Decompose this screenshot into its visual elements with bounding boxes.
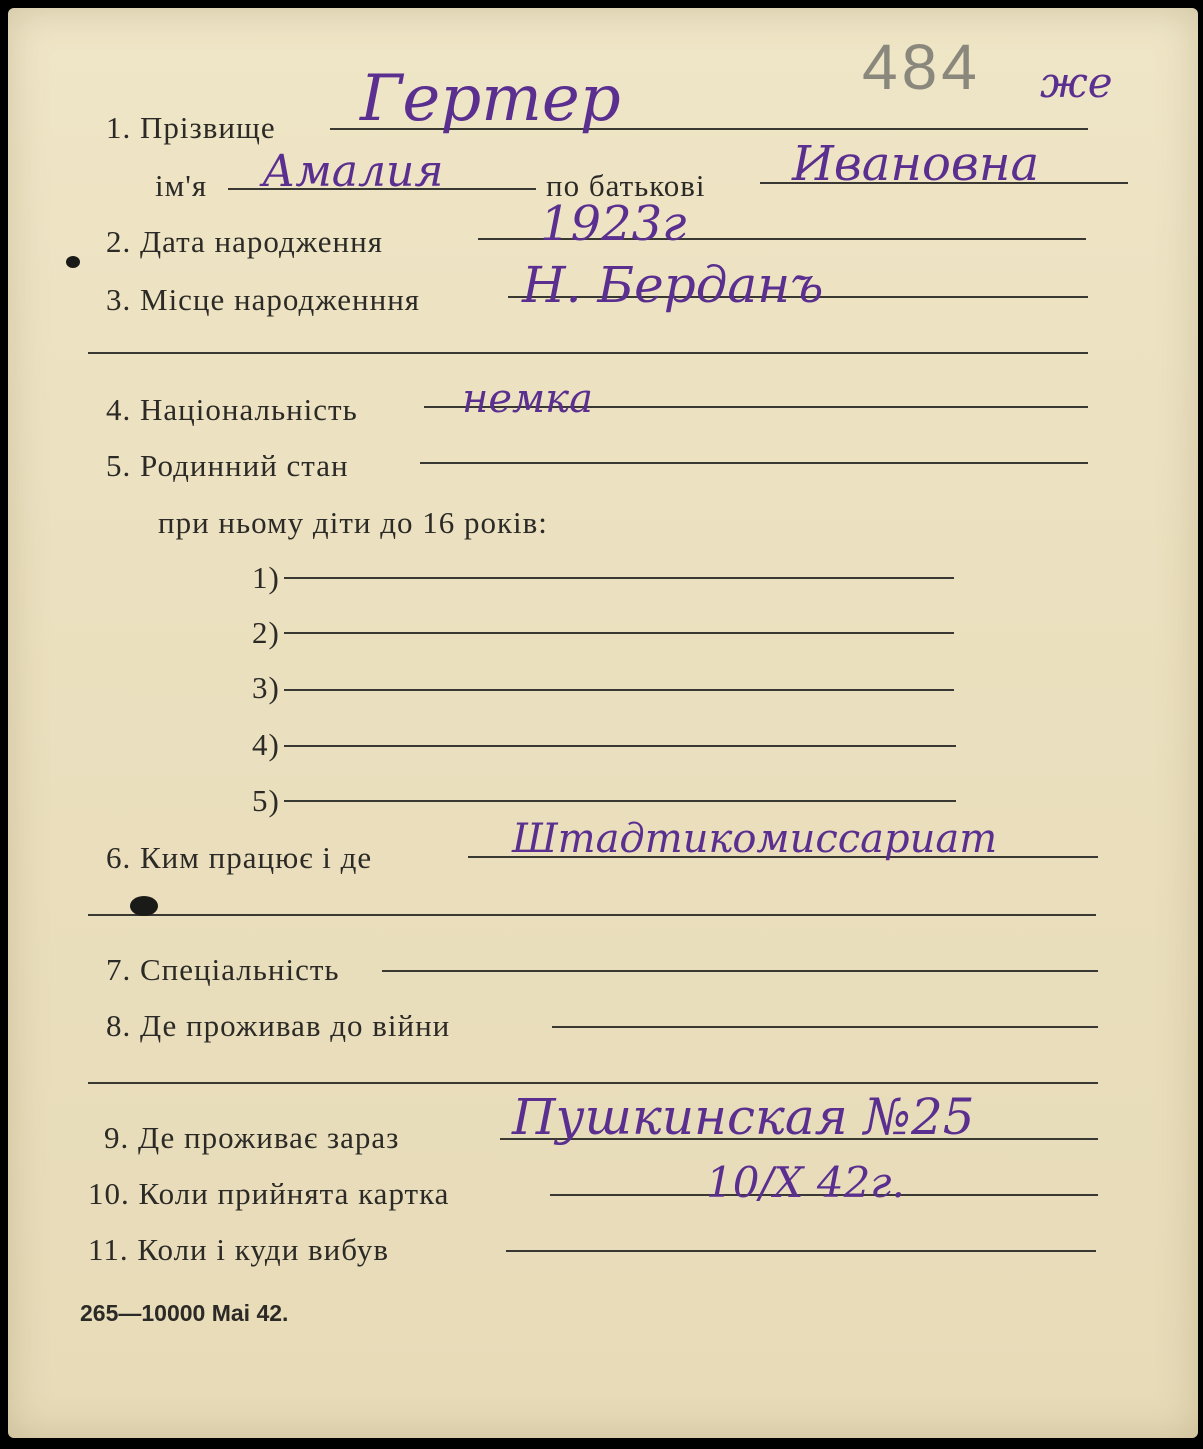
prewar-line: [552, 1026, 1098, 1028]
child-4-line: [284, 745, 956, 747]
birth-date-value: 1923г: [540, 196, 687, 252]
child-2-label: 2): [252, 615, 280, 650]
birth-place-value: Н. Берданъ: [522, 256, 824, 314]
children-label: при ньому діти до 16 років:: [158, 505, 548, 540]
specialty-label: 7. Спеціальність: [106, 952, 340, 987]
birth-place-line-2: [88, 352, 1088, 354]
corner-mark: же: [1040, 58, 1113, 107]
name-value: Амалия: [262, 146, 444, 197]
patronymic-label: по батькові: [546, 168, 706, 203]
surname-value: Гертер: [360, 62, 621, 136]
child-3-line: [284, 689, 954, 691]
archive-number: 484: [862, 31, 981, 103]
work-label: 6. Ким працює і де: [106, 840, 373, 875]
child-4-label: 4): [252, 727, 280, 762]
birth-date-label: 2. Дата народження: [106, 224, 383, 259]
family-status-label: 5. Родинний стан: [106, 448, 349, 483]
child-1-line: [284, 577, 954, 579]
child-5-line: [284, 800, 956, 802]
child-1-label: 1): [252, 560, 280, 595]
departed-line: [506, 1250, 1096, 1252]
card-date-label: 10. Коли прийнята картка: [88, 1176, 450, 1211]
departed-label: 11. Коли і куди вибув: [88, 1232, 389, 1267]
card-date-value: 10/X 42г.: [706, 1158, 905, 1207]
prewar-line-2: [88, 1082, 1098, 1084]
current-residence-value: Пушкинская №25: [512, 1088, 975, 1146]
name-label: ім'я: [155, 168, 208, 203]
birth-place-label: 3. Місце народженння: [106, 282, 421, 317]
work-value: Штадтикомиссариат: [512, 816, 998, 862]
child-3-label: 3): [252, 670, 280, 705]
child-5-label: 5): [252, 783, 280, 818]
current-residence-label: 9. Де проживає зараз: [104, 1120, 400, 1155]
family-status-line: [420, 462, 1088, 464]
child-2-line: [284, 632, 954, 634]
surname-label: 1. Прізвище: [106, 110, 276, 145]
prewar-label: 8. Де проживав до війни: [106, 1008, 451, 1043]
nationality-label: 4. Національність: [106, 392, 358, 427]
punch-hole-top: [66, 256, 80, 268]
work-line-2: [88, 914, 1096, 916]
print-mark: 265—10000 Mai 42.: [80, 1300, 289, 1326]
punch-hole-bottom: [130, 896, 158, 916]
patronymic-value: Ивановна: [792, 136, 1040, 192]
nationality-value: немка: [462, 376, 593, 422]
specialty-line: [382, 970, 1098, 972]
